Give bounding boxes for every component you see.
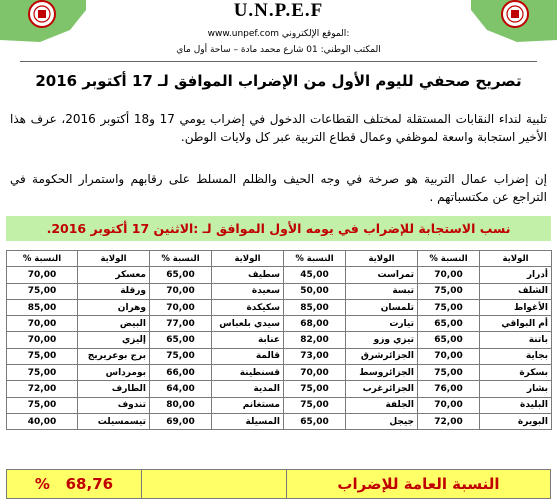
percent-cell: 70,00 [418,397,480,413]
overall-rate-spacer [142,470,286,498]
wilaya-cell: البليدة [480,397,552,413]
wilaya-cell: قالمة [212,348,284,364]
col-header-percent: النسبة % [7,251,78,267]
wilaya-cell: سطيف [212,267,284,283]
percent-cell: 85,00 [284,299,346,315]
percent-cell: 70,00 [418,348,480,364]
percent-cell: 75,00 [7,365,78,381]
percent-cell: 77,00 [150,316,212,332]
percent-cell: 75,00 [284,381,346,397]
percent-cell: 85,00 [7,299,78,315]
wilaya-cell: المسيلة [212,413,284,429]
wilaya-cell: الجزائرغرب [346,381,418,397]
percent-cell: 65,00 [150,267,212,283]
wilaya-cell: تندوف [78,397,150,413]
wilaya-cell: تبسة [346,283,418,299]
percent-cell: 75,00 [418,299,480,315]
paragraph-intro: تلبية لنداء النقابات المستقلة لمختلف القطاعات الدخول في إضراب يومي 17 و18 أكتوبر 2016، عرف هذا الأخير استجابة واسعة لموظفي وعمال قطاع التربية عبر كل ولايات الوطن. [10,112,548,144]
wilaya-cell: برج بوعريريج [78,348,150,364]
percent-cell: 70,00 [150,299,212,315]
percent-cell: 73,00 [284,348,346,364]
col-header-wilaya: الولاية [78,251,150,267]
table-row [7,397,552,413]
table-row [7,267,552,283]
wilaya-cell: سكيكدة [212,299,284,315]
wilaya-cell: معسكر [78,267,150,283]
percent-cell: 69,00 [150,413,212,429]
percent-cell: 70,00 [418,267,480,283]
website-line [0,29,557,39]
wilaya-cell: البيض [78,316,150,332]
website-label: الموقع الإلكتروني: [281,29,350,39]
wilaya-cell: تيارت [346,316,418,332]
percent-cell: 40,00 [7,413,78,429]
percent-cell: 65,00 [418,332,480,348]
wilaya-cell: الجزائرشرق [346,348,418,364]
percent-cell: 75,00 [7,348,78,364]
col-header-percent: النسبة % [150,251,212,267]
col-header-wilaya: الولاية [480,251,552,267]
wilaya-cell: عنابة [212,332,284,348]
percent-cell: 76,00 [418,381,480,397]
table-row [7,381,552,397]
percent-cell: 75,00 [7,283,78,299]
wilaya-cell: الجلفة [346,397,418,413]
wilaya-cell: الطارف [78,381,150,397]
wilaya-cell: إليزي [78,332,150,348]
col-header-wilaya: الولاية [212,251,284,267]
wilaya-cell: بشار [480,381,552,397]
percent-cell: 72,00 [7,381,78,397]
percent-cell: 70,00 [284,365,346,381]
table-row [7,413,552,429]
page-title: تصريح صحفي لليوم الأول من الإضراب الموافق لـ 17 أكتوبر 2016 [35,72,522,90]
wilaya-cell: الشلف [480,283,552,299]
wilaya-cell: مستغانم [212,397,284,413]
overall-rate-value [7,470,142,498]
office-address: المكتب الوطني: 01 شارع محمد مادة – ساحة أول ماي [176,45,381,55]
percent-cell: 68,00 [284,316,346,332]
percent-cell: 75,00 [418,283,480,299]
percent-cell: 64,00 [150,381,212,397]
overall-rate-label: النسبة العامة للإضراب [286,470,550,498]
percent-cell: 75,00 [284,397,346,413]
percent-cell: 70,00 [7,267,78,283]
wilaya-cell: سعيدة [212,283,284,299]
header-divider [20,61,537,62]
wilaya-cell: تمراست [346,267,418,283]
table-row [7,299,552,315]
percent-cell: 66,00 [150,365,212,381]
col-header-wilaya: الولاية [346,251,418,267]
table-row [7,316,552,332]
wilaya-cell: باتنة [480,332,552,348]
response-rate-table [6,250,552,430]
table-header-row [7,251,552,267]
percent-cell: 65,00 [418,316,480,332]
percent-cell: 50,00 [284,283,346,299]
col-header-percent: النسبة % [418,251,480,267]
wilaya-cell: الأغواط [480,299,552,315]
website-url[interactable]: www.unpef.com [207,29,279,39]
percent-cell: 82,00 [284,332,346,348]
wilaya-cell: أم البواقي [480,316,552,332]
percent-cell: 70,00 [150,283,212,299]
table-row [7,365,552,381]
percent-cell: 75,00 [418,365,480,381]
wilaya-cell: سيدي بلعباس [212,316,284,332]
wilaya-cell: قسنطينة [212,365,284,381]
overall-rate-number: 68,76 [65,475,114,493]
wilaya-cell: ورقلة [78,283,150,299]
percent-cell: 65,00 [150,332,212,348]
wilaya-cell: تيزي وزو [346,332,418,348]
percent-cell: 80,00 [150,397,212,413]
response-rate-title: نسب الاستجابة للإضراب في يومه الأول الموافق لـ :الاثنين 17 أكتوبر 2016. [6,216,551,241]
percent-cell: 75,00 [150,348,212,364]
wilaya-cell: تلمسان [346,299,418,315]
wilaya-cell: الجزائروسط [346,365,418,381]
wilaya-cell: البويرة [480,413,552,429]
wilaya-cell: بسكرة [480,365,552,381]
percent-cell: 75,00 [7,397,78,413]
wilaya-cell: المدية [212,381,284,397]
percent-cell: 65,00 [284,413,346,429]
org-name: U.N.P.E.F [233,0,324,21]
percent-cell: 70,00 [7,332,78,348]
percent-cell: 70,00 [7,316,78,332]
overall-rate-unit: % [34,475,50,493]
wilaya-cell: أدرار [480,267,552,283]
wilaya-cell: بجاية [480,348,552,364]
paragraph-strike: إن إضراب عمال التربية هو صرخة في وجه الحيف والظلم المسلط على رقابهم واستمرار الحكومة في التراجع عن مكتسباتهم . [10,172,547,204]
percent-cell: 45,00 [284,267,346,283]
table-row [7,332,552,348]
wilaya-cell: وهران [78,299,150,315]
wilaya-cell: تيسمسيلت [78,413,150,429]
wilaya-cell: بومرداس [78,365,150,381]
table-row [7,348,552,364]
col-header-percent: النسبة % [284,251,346,267]
percent-cell: 72,00 [418,413,480,429]
overall-rate-row [6,469,551,499]
table-row [7,283,552,299]
wilaya-cell: جيجل [346,413,418,429]
